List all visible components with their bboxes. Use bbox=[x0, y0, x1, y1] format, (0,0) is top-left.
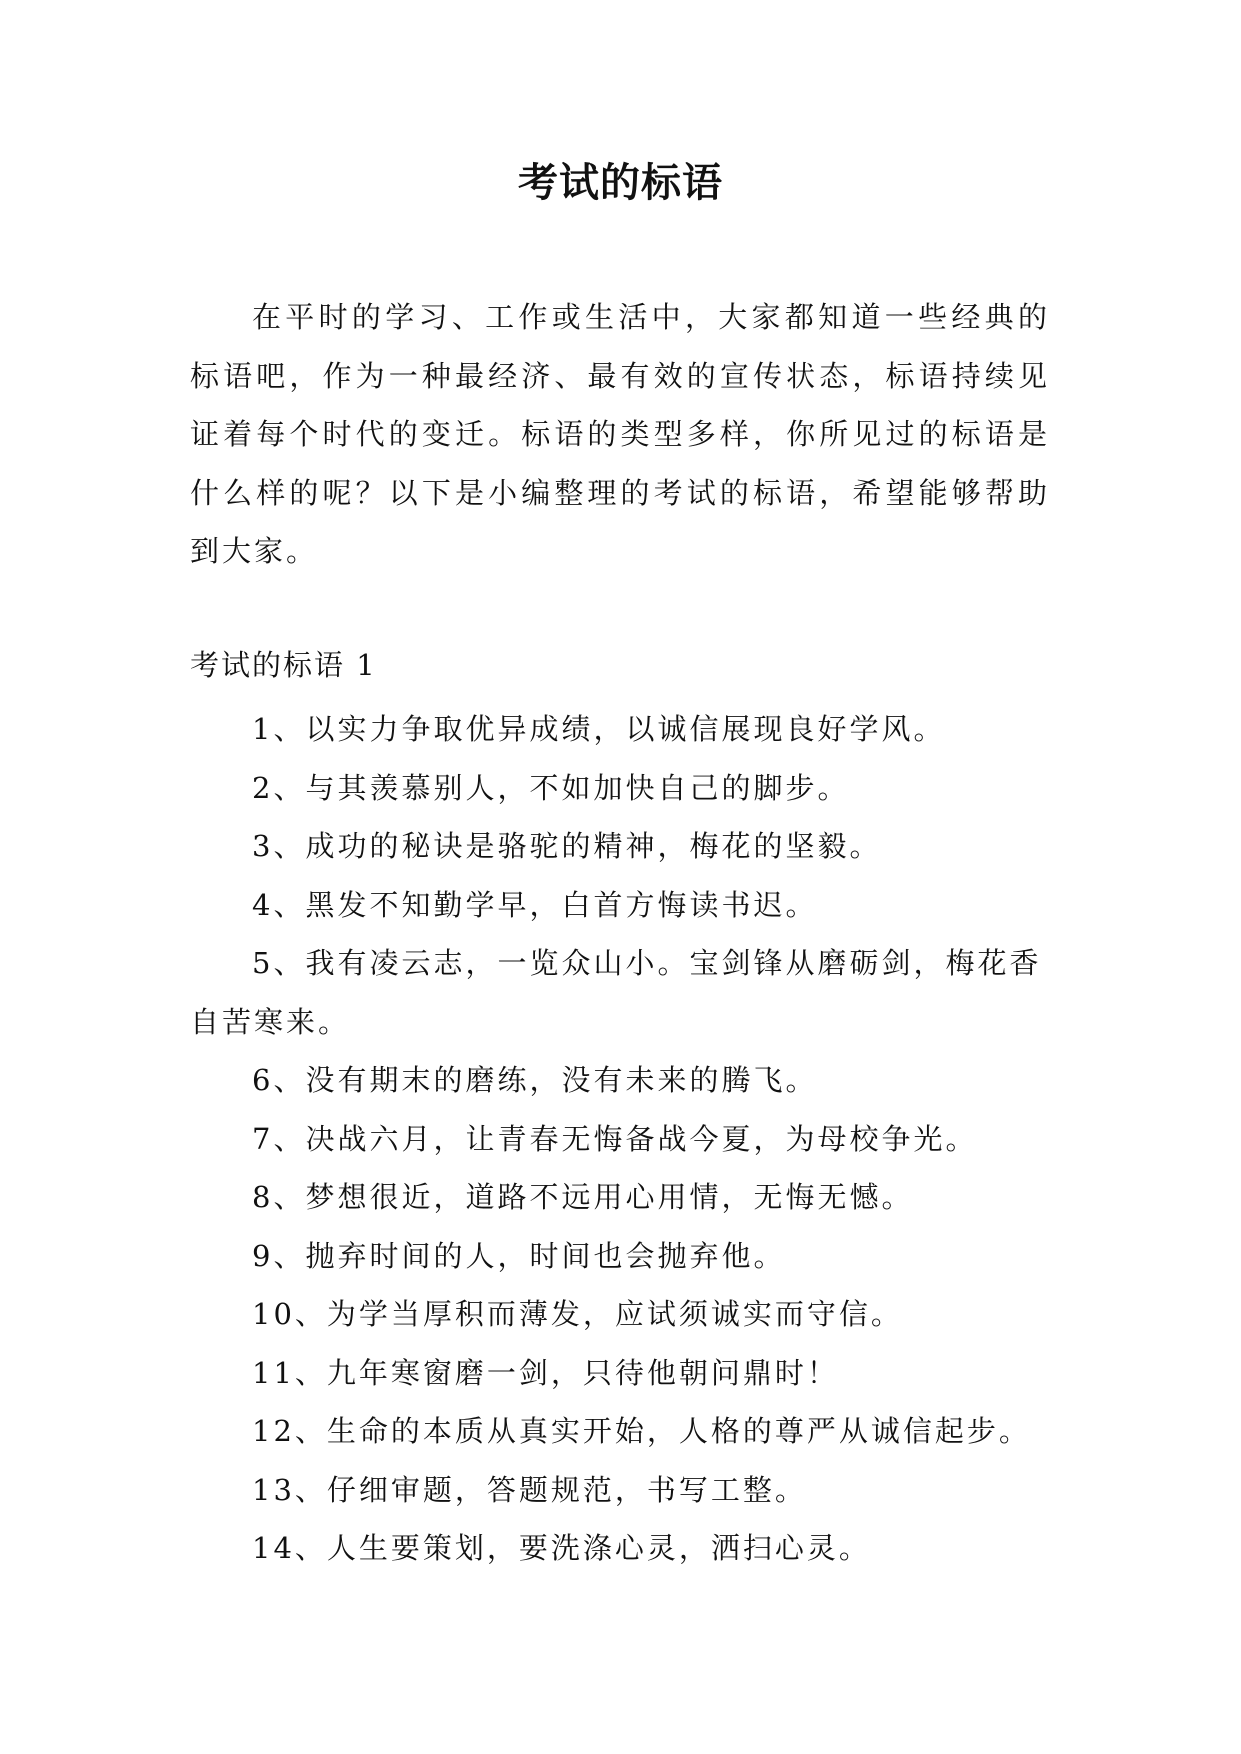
slogan-item: 12、生命的本质从真实开始，人格的尊严从诚信起步。 bbox=[252, 1414, 1031, 1448]
slogan-item: 7、决战六月，让青春无悔备战今夏，为母校争光。 bbox=[252, 1121, 978, 1156]
slogan-item: 3、成功的秘诀是骆驼的精神，梅花的坚毅。 bbox=[252, 829, 882, 863]
slogan-item: 10、为学当厚积而薄发，应试须诚实而守信。 bbox=[252, 1297, 903, 1331]
section-heading: 考试的标语 1 bbox=[190, 648, 377, 682]
intro-paragraph: 在平时的学习、工作或生活中，大家都知道一些经典的标语吧，作为一种最经济、最有效的宣传状态，标语持续见证着每个时代的变迁。标语的类型多样，你所见过的标语是什么样的呢？以下是小编整理的考试的标语，希望能够帮助到大家。 bbox=[190, 300, 1050, 568]
slogan-item: 11、九年寒窗磨一剑，只待他朝问鼎时！ bbox=[252, 1355, 839, 1390]
slogan-item: 4、黑发不知勤学早，白首方悔读书迟。 bbox=[252, 887, 818, 922]
slogan-item: 8、梦想很近，道路不远用心用情，无悔无憾。 bbox=[252, 1180, 914, 1214]
document-title: 考试的标语 bbox=[518, 159, 723, 206]
slogan-item: 5、我有凌云志，一览众山小。宝剑锋从磨砺剑，梅花香自苦寒来。 bbox=[190, 946, 1042, 1039]
slogan-item: 1、以实力争取优异成绩，以诚信展现良好学风。 bbox=[252, 712, 946, 746]
slogan-item: 6、没有期末的磨练，没有未来的腾飞。 bbox=[252, 1063, 818, 1097]
slogan-item: 9、抛弃时间的人，时间也会抛弃他。 bbox=[252, 1238, 786, 1273]
slogan-item: 14、人生要策划，要洗涤心灵，洒扫心灵。 bbox=[252, 1531, 871, 1565]
slogan-item: 2、与其羡慕别人，不如加快自己的脚步。 bbox=[252, 770, 850, 805]
slogan-list bbox=[190, 700, 1070, 1578]
slogan-item: 13、仔细审题，答题规范，书写工整。 bbox=[252, 1472, 807, 1507]
